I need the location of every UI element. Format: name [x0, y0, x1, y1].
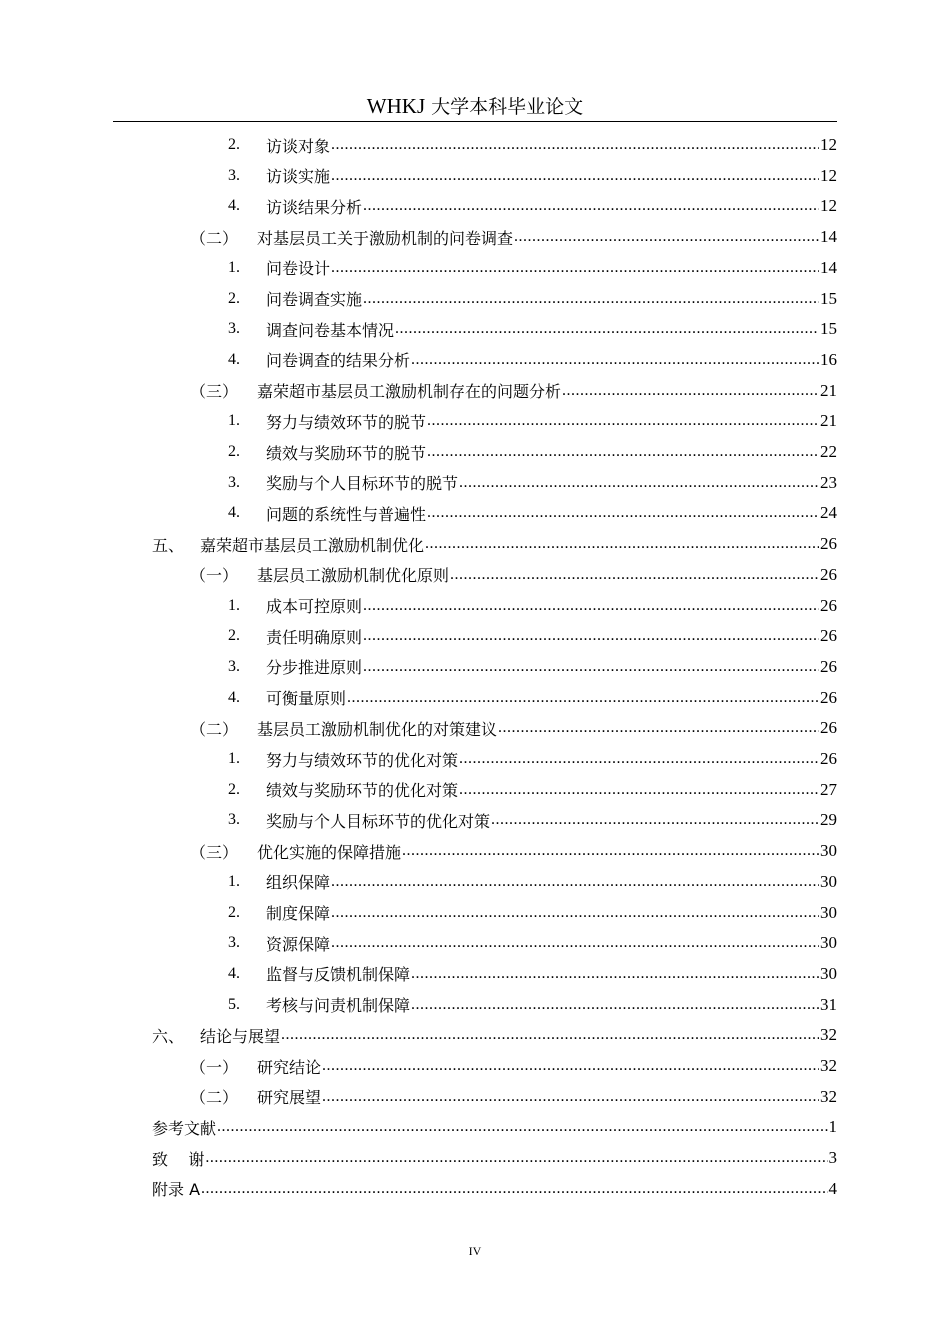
toc-entry-page: 16	[820, 349, 837, 369]
toc-entry[interactable]	[152, 1020, 837, 1050]
toc-entry-page: 15	[820, 288, 837, 308]
toc-entry-page: 30	[820, 963, 837, 983]
toc-entry-page: 21	[820, 411, 837, 431]
toc-entry[interactable]	[190, 1051, 837, 1081]
toc-leader-dots	[427, 443, 819, 461]
toc-entry-number: 五、	[152, 535, 185, 555]
toc-entry-number: 1.	[228, 258, 240, 276]
toc-entry-number: 2.	[228, 627, 240, 645]
toc-leader-dots	[205, 1149, 827, 1167]
toc-entry-title: 研究展望	[257, 1088, 322, 1108]
toc-entry-page: 26	[820, 687, 837, 707]
toc-entry-page: 12	[820, 165, 837, 185]
toc-entry-number: 2.	[228, 903, 240, 921]
toc-entry[interactable]	[228, 683, 837, 713]
toc-entry-page: 3	[828, 1148, 837, 1168]
toc-leader-dots	[281, 1026, 819, 1044]
toc-entry-page: 24	[820, 503, 837, 523]
toc-entry-page: 26	[820, 564, 837, 584]
toc-entry[interactable]	[228, 314, 837, 344]
toc-entry-page: 26	[820, 534, 837, 554]
toc-entry-title: 问卷设计	[266, 259, 331, 279]
toc-entry[interactable]	[228, 191, 837, 221]
toc-entry-number: （二）	[190, 1088, 239, 1108]
toc-leader-dots	[514, 228, 819, 246]
toc-entry-page: 26	[820, 626, 837, 646]
toc-entry[interactable]	[228, 898, 837, 928]
toc-leader-dots	[331, 136, 819, 154]
toc-leader-dots	[562, 382, 819, 400]
toc-entry-number: 4.	[228, 504, 240, 522]
toc-entry[interactable]	[228, 744, 837, 774]
header-title: 大学本科毕业论文	[431, 96, 584, 118]
toc-entry-title: 基层员工激励机制优化的对策建议	[257, 719, 498, 739]
toc-entry[interactable]	[228, 652, 837, 682]
toc-entry-page: 4	[828, 1178, 837, 1198]
toc-entry[interactable]	[152, 1112, 837, 1142]
toc-entry[interactable]	[228, 253, 837, 283]
toc-entry-title: 研究结论	[257, 1057, 322, 1077]
toc-entry-number: 1.	[228, 872, 240, 890]
toc-entry-page: 26	[820, 749, 837, 768]
toc-leader-dots	[411, 351, 819, 369]
toc-leader-dots	[459, 474, 819, 492]
toc-entry[interactable]	[228, 161, 837, 191]
toc-entry-number: 2.	[228, 780, 240, 798]
toc-entry-page: 26	[820, 718, 837, 738]
toc-entry-number: 3.	[228, 657, 240, 675]
toc-entry-number: 2.	[228, 136, 240, 153]
toc-entry-page: 21	[820, 380, 837, 400]
toc-entry-page: 23	[820, 472, 837, 492]
toc-leader-dots	[331, 873, 819, 891]
toc-leader-dots	[425, 535, 819, 553]
toc-entry-page: 30	[820, 871, 837, 891]
toc-leader-dots	[363, 290, 819, 308]
toc-entry[interactable]	[228, 437, 837, 467]
toc-leader-dots	[459, 781, 819, 799]
toc-entry-number: （二）	[190, 228, 239, 248]
toc-entry-number: 4.	[228, 350, 240, 368]
toc-entry-number: 3.	[228, 166, 240, 184]
toc-entry-title: 努力与绩效环节的优化对策	[266, 750, 459, 770]
toc-entry[interactable]	[190, 560, 837, 590]
toc-entry-page: 30	[820, 841, 837, 861]
header-prefix: WHKJ	[366, 94, 426, 118]
toc-entry-title: 访谈结果分析	[266, 197, 363, 217]
toc-leader-dots	[201, 1180, 827, 1198]
header-rule	[113, 121, 837, 122]
toc-leader-dots	[395, 320, 819, 338]
toc-entry-title: 绩效与奖励环节的优化对策	[266, 781, 459, 801]
toc-leader-dots	[491, 811, 819, 829]
footer-page-number: IV	[468, 1244, 482, 1258]
toc-entry[interactable]	[190, 836, 837, 866]
toc-entry-number: 4.	[228, 197, 240, 215]
toc-entry[interactable]	[152, 1174, 837, 1204]
toc-entry[interactable]	[228, 959, 837, 989]
toc-entry-number: 2.	[228, 443, 240, 460]
toc-leader-dots	[322, 1057, 819, 1075]
toc-entry-number: 4.	[228, 964, 240, 982]
toc-entry-number: 六、	[152, 1026, 185, 1046]
toc-entry-title: 参考文献	[152, 1118, 217, 1138]
toc-entry[interactable]	[228, 867, 837, 897]
toc-entry-title: 奖励与个人目标环节的脱节	[266, 474, 459, 494]
toc-entry-title: 基层员工激励机制优化原则	[257, 566, 450, 586]
toc-entry-title: 分步推进原则	[266, 658, 363, 678]
toc-leader-dots	[347, 689, 819, 707]
toc-entry-number: （二）	[190, 719, 239, 739]
toc-entry-page: 30	[820, 902, 837, 922]
toc-entry[interactable]	[228, 591, 837, 621]
toc-entry[interactable]	[190, 376, 837, 406]
toc-entry-title: 结论与展望	[200, 1026, 281, 1046]
toc-entry-number: 3.	[228, 934, 240, 952]
toc-entry-page: 26	[820, 595, 837, 615]
toc-entry-page: 22	[820, 442, 837, 461]
toc-entry-title: 致 谢	[152, 1149, 205, 1169]
toc-entry-number: 3.	[228, 811, 240, 829]
toc-entry-title: 嘉荣超市基层员工激励机制存在的问题分析	[257, 382, 562, 402]
toc-leader-dots	[322, 1088, 819, 1106]
toc-entry[interactable]	[190, 1082, 837, 1112]
toc-entry-number: 4.	[228, 688, 240, 706]
toc-entry[interactable]	[190, 222, 837, 252]
toc-leader-dots	[331, 259, 819, 277]
toc-leader-dots	[402, 842, 819, 860]
toc-entry-page: 27	[820, 779, 837, 799]
toc-entry-title: 嘉荣超市基层员工激励机制优化	[200, 535, 425, 555]
toc-entry-title: 绩效与奖励环节的脱节	[266, 443, 427, 463]
toc-leader-dots	[363, 627, 819, 645]
toc-leader-dots	[427, 504, 819, 522]
toc-entry-title: 问卷调查的结果分析	[266, 351, 411, 371]
toc-entry[interactable]	[228, 990, 837, 1020]
toc-entry-page: 30	[820, 933, 837, 953]
toc-entry[interactable]	[228, 130, 837, 160]
toc-leader-dots	[331, 934, 819, 952]
toc-leader-dots	[331, 167, 819, 185]
toc-entry-page: 15	[820, 319, 837, 339]
toc-entry-title: 制度保障	[266, 904, 331, 923]
toc-entry-number: 3.	[228, 320, 240, 338]
toc-entry-page: 1	[828, 1117, 837, 1137]
toc-entry[interactable]	[228, 928, 837, 958]
toc-leader-dots	[363, 658, 819, 676]
toc-entry-number: （三）	[190, 382, 239, 402]
toc-entry[interactable]	[152, 1143, 837, 1173]
toc-entry-page: 14	[820, 257, 837, 277]
toc-leader-dots	[217, 1118, 827, 1136]
toc-leader-dots	[411, 996, 819, 1014]
toc-entry[interactable]	[228, 775, 837, 805]
toc-entry-title: 组织保障	[266, 873, 331, 893]
toc-entry-number: （一）	[190, 1057, 239, 1077]
toc-entry-page: 32	[820, 1086, 837, 1106]
toc-entry-number: 1.	[228, 596, 240, 614]
toc-entry-number: 1.	[228, 412, 240, 430]
toc-leader-dots	[459, 750, 819, 768]
toc-entry-title: 调查问卷基本情况	[266, 320, 395, 340]
toc-entry-title: 奖励与个人目标环节的优化对策	[266, 811, 491, 831]
toc-leader-dots	[363, 197, 819, 215]
toc-leader-dots	[450, 566, 819, 584]
toc-entry-page: 12	[820, 196, 837, 216]
toc-entry-number: 3.	[228, 473, 240, 491]
toc-entry-title: 附录 A	[152, 1180, 201, 1200]
toc-entry-title: 可衡量原则	[266, 689, 347, 709]
toc-entry[interactable]	[228, 621, 837, 651]
page-header	[113, 92, 837, 120]
toc-entry[interactable]	[228, 498, 837, 528]
toc-entry-number: 5.	[228, 995, 240, 1013]
toc-entry-number: （一）	[190, 566, 239, 586]
toc-entry-page: 14	[820, 227, 837, 247]
toc-leader-dots	[331, 904, 819, 922]
toc-leader-dots	[498, 719, 819, 737]
toc-entry-title: 监督与反馈机制保障	[266, 965, 411, 985]
toc-entry-title: 问题的系统性与普遍性	[266, 504, 427, 524]
toc-entry-title: 访谈实施	[266, 167, 331, 187]
toc-entry-title: 资源保障	[266, 934, 331, 954]
toc-entry-page: 32	[820, 1025, 837, 1045]
toc-entry[interactable]	[228, 345, 837, 375]
toc-entry-number: 2.	[228, 289, 240, 307]
toc-entry-number: 1.	[228, 750, 240, 767]
toc-entry[interactable]	[228, 284, 837, 314]
toc-leader-dots	[427, 412, 819, 430]
toc-leader-dots	[363, 597, 819, 615]
toc-entry-number: （三）	[190, 842, 239, 862]
toc-entry-title: 问卷调查实施	[266, 290, 363, 309]
toc-entry-page: 32	[820, 1056, 837, 1075]
toc-entry[interactable]	[228, 468, 837, 498]
toc-entry[interactable]	[228, 805, 837, 835]
toc-entry-title: 责任明确原则	[266, 627, 363, 647]
toc-entry-title: 访谈对象	[266, 136, 331, 156]
toc-entry-page: 31	[820, 994, 837, 1014]
toc-entry-page: 29	[820, 810, 837, 830]
toc-entry-title: 成本可控原则	[266, 597, 363, 616]
toc-entry[interactable]	[190, 713, 837, 743]
toc-entry-page: 26	[820, 656, 837, 676]
toc-entry-title: 对基层员工关于激励机制的问卷调查	[257, 228, 514, 248]
toc-entry-title: 努力与绩效环节的脱节	[266, 412, 427, 432]
toc-entry-page: 12	[820, 135, 837, 154]
toc-entry[interactable]	[228, 406, 837, 436]
toc-entry-title: 考核与问责机制保障	[266, 996, 411, 1016]
toc-entry[interactable]	[152, 529, 837, 559]
toc-leader-dots	[411, 965, 819, 983]
toc-entry-title: 优化实施的保障措施	[257, 842, 402, 862]
